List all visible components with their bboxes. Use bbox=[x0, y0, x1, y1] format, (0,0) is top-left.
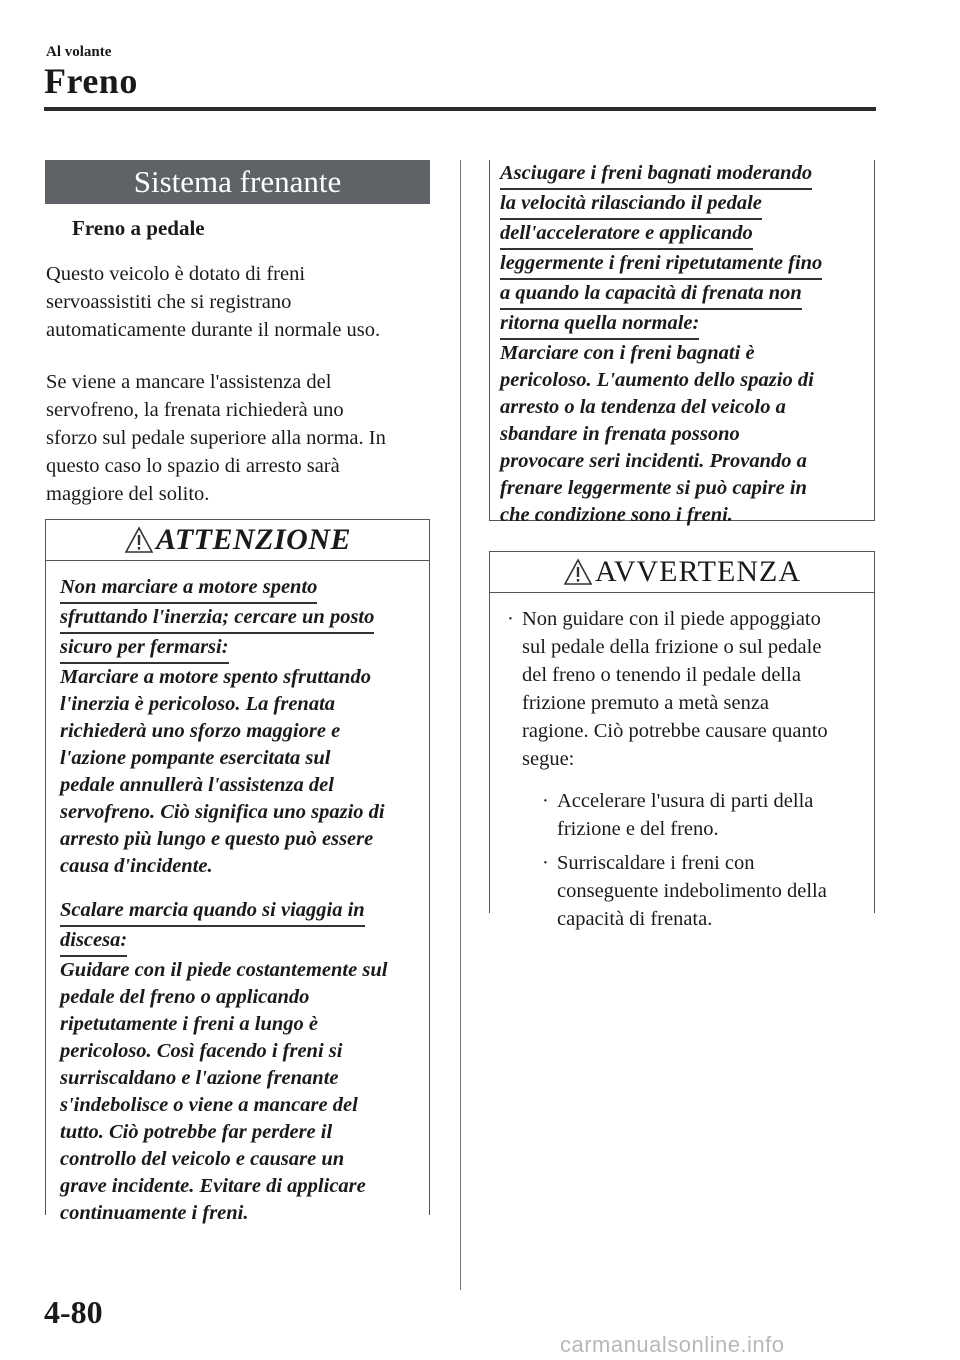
text-line: pericoloso. Così facendo i freni si bbox=[60, 1040, 343, 1062]
warning-triangle-icon bbox=[563, 558, 593, 586]
text-line: Surriscaldare i freni con bbox=[557, 852, 755, 874]
title-rule bbox=[44, 107, 876, 111]
caution-title-line: Non marciare a motore spento bbox=[60, 574, 317, 604]
text-line: pedale annullerà l'assistenza del bbox=[60, 774, 334, 796]
bullet-icon: · bbox=[507, 608, 514, 630]
bullet-icon: · bbox=[542, 852, 549, 874]
column-divider bbox=[460, 160, 461, 1290]
caution-label: ATTENZIONE bbox=[155, 522, 352, 556]
text-line: segue: bbox=[522, 748, 575, 770]
text-line: Non guidare con il piede appoggiato bbox=[522, 608, 821, 630]
caution-item-wet-brakes bbox=[500, 160, 870, 529]
text-line: controllo del veicolo e causare un bbox=[60, 1148, 345, 1170]
text-line: arresto o la tendenza del veicolo a bbox=[500, 396, 786, 418]
text-line: Marciare a motore spento sfruttando bbox=[60, 666, 371, 688]
caution-title-line: leggermente i freni ripetutamente fino bbox=[500, 250, 822, 280]
text-line: l'azione pompante esercitata sul bbox=[60, 747, 331, 769]
warning-sublist bbox=[540, 787, 870, 933]
text-line: frenare leggermente si può capire in bbox=[500, 477, 807, 499]
bullet-icon: · bbox=[542, 790, 549, 812]
list-item bbox=[540, 787, 870, 843]
text-line: capacità di frenata. bbox=[557, 908, 713, 930]
text-line: che condizione sono i freni. bbox=[500, 504, 733, 526]
text-line: continuamente i freni. bbox=[60, 1202, 249, 1224]
page-title: Freno bbox=[44, 61, 138, 101]
caution-title-line: discesa: bbox=[60, 927, 127, 957]
text-line: Questo veicolo è dotato di freni bbox=[46, 263, 306, 285]
section-banner: Sistema frenante bbox=[45, 160, 430, 204]
text-line: servoassistiti che si registrano bbox=[46, 291, 292, 313]
text-line: Accelerare l'usura di parti della bbox=[557, 790, 814, 812]
caution-item-downhill bbox=[60, 897, 420, 1227]
text-line: maggiore del solito. bbox=[46, 483, 210, 505]
watermark: carmanualsonline.info bbox=[560, 1332, 785, 1357]
warning-header bbox=[489, 551, 875, 593]
text-line: Se viene a mancare l'assistenza del bbox=[46, 371, 332, 393]
text-line: automaticamente durante il normale uso. bbox=[46, 319, 381, 341]
caution-title-line: la velocità rilasciando il pedale bbox=[500, 190, 762, 220]
caution-title-line: sfruttando l'inerzia; cercare un posto bbox=[60, 604, 374, 634]
text-line: l'inerzia è pericoloso. La frenata bbox=[60, 693, 336, 715]
text-line: del freno o tenendo il pedale della bbox=[522, 664, 801, 686]
caution-title-line: sicuro per fermarsi: bbox=[60, 634, 229, 664]
section-label: Al volante bbox=[46, 44, 112, 60]
text-line: arresto più lungo e questo può essere bbox=[60, 828, 374, 850]
text-line: causa d'incidente. bbox=[60, 855, 213, 877]
text-line: ripetutamente i freni a lungo è bbox=[60, 1013, 318, 1035]
text-line: servofreno. Ciò significa uno spazio di bbox=[60, 801, 385, 823]
text-line: pericoloso. L'aumento dello spazio di bbox=[500, 369, 814, 391]
warning-list bbox=[505, 605, 870, 939]
text-line: tutto. Ciò potrebbe far perdere il bbox=[60, 1121, 333, 1143]
warning-triangle-icon bbox=[124, 526, 154, 554]
text-line: provocare seri incidenti. Provando a bbox=[500, 450, 807, 472]
list-item bbox=[505, 605, 870, 933]
text-line: frizione premuto a metà senza bbox=[522, 692, 770, 714]
warning-label: AVVERTENZA bbox=[595, 554, 801, 588]
text-line: s'indebolisce o viene a mancare del bbox=[60, 1094, 358, 1116]
text-line: surriscaldano e l'azione frenante bbox=[60, 1067, 339, 1089]
text-line: frizione e del freno. bbox=[557, 818, 719, 840]
text-line: sul pedale della frizione o sul pedale bbox=[522, 636, 822, 658]
text-line: Guidare con il piede costantemente sul bbox=[60, 959, 388, 981]
caution-title-line: Asciugare i freni bagnati moderando bbox=[500, 160, 812, 190]
caution-title-line: ritorna quella normale: bbox=[500, 310, 699, 340]
text-line: servofreno, la frenata richiederà uno bbox=[46, 399, 344, 421]
text-line: sforzo sul pedale superiore alla norma. In bbox=[46, 427, 386, 449]
subheading: Freno a pedale bbox=[72, 216, 205, 240]
text-line: ragione. Ciò potrebbe causare quanto bbox=[522, 720, 828, 742]
text-line: Marciare con i freni bagnati è bbox=[500, 342, 755, 364]
caution-title-line: Scalare marcia quando si viaggia in bbox=[60, 897, 365, 927]
intro-paragraph bbox=[46, 260, 441, 344]
assist-paragraph bbox=[46, 368, 441, 508]
list-item bbox=[540, 849, 870, 933]
text-line: sbandare in frenata possono bbox=[500, 423, 740, 445]
text-line: questo caso lo spazio di arresto sarà bbox=[46, 455, 340, 477]
caution-title-line: a quando la capacità di frenata non bbox=[500, 280, 802, 310]
caution-header bbox=[45, 519, 430, 561]
text-line: pedale del freno o applicando bbox=[60, 986, 310, 1008]
text-line: conseguente indebolimento della bbox=[557, 880, 827, 902]
caution-title-line: dell'acceleratore e applicando bbox=[500, 220, 753, 250]
page-number: 4-80 bbox=[44, 1294, 103, 1330]
text-line: richiederà uno sforzo maggiore e bbox=[60, 720, 341, 742]
caution-item-coasting bbox=[60, 574, 420, 880]
text-line: grave incidente. Evitare di applicare bbox=[60, 1175, 366, 1197]
